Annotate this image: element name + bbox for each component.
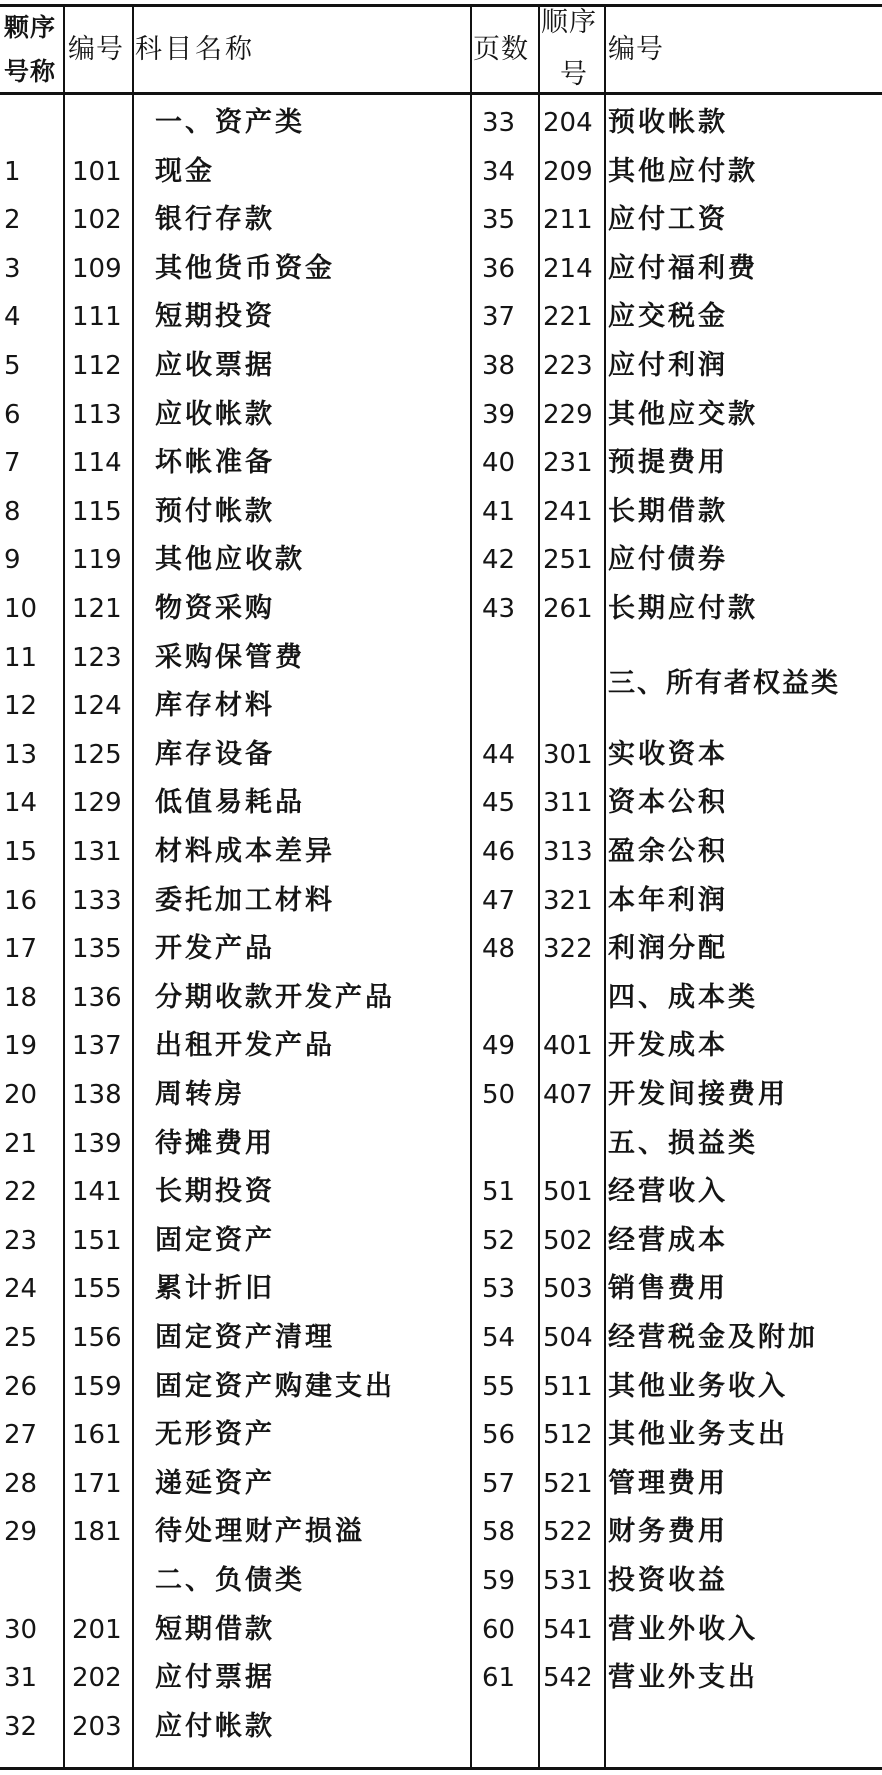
right-code-cell: 313: [543, 837, 593, 867]
left-code-cell: 141: [72, 1177, 122, 1207]
left-code-cell: 202: [72, 1663, 122, 1693]
left-seq-cell: 7: [4, 448, 21, 478]
left-seq-cell: 1: [4, 157, 21, 187]
left-seq-cell: 25: [4, 1323, 38, 1353]
left-code-cell: 138: [72, 1080, 122, 1110]
left-code-cell: 133: [72, 886, 122, 916]
left-seq-cell: 3: [4, 254, 21, 284]
right-name-cell: 其他应付款: [608, 156, 758, 187]
right-name-cell: 投资收益: [608, 1565, 728, 1596]
header-pages: 页数: [473, 34, 529, 65]
left-seq-cell: 24: [4, 1274, 38, 1304]
left-name-cell: 递延资产: [155, 1468, 275, 1499]
right-code-cell: 209: [543, 157, 593, 187]
left-code-cell: 135: [72, 934, 122, 964]
left-seq-cell: 16: [4, 886, 38, 916]
left-name-cell: 分期收款开发产品: [155, 982, 395, 1013]
right-name-cell: 盈余公积: [608, 836, 728, 867]
right-code-cell: 401: [543, 1031, 593, 1061]
left-seq-cell: 6: [4, 400, 21, 430]
left-code-cell: 114: [72, 448, 122, 478]
right-code-cell: 522: [543, 1517, 593, 1547]
right-code-cell: 511: [543, 1372, 593, 1402]
left-name-cell: 待处理财产损溢: [155, 1516, 365, 1547]
right-seq-cell: 41: [482, 497, 516, 527]
left-code-cell: 101: [72, 157, 122, 187]
left-code-cell: 161: [72, 1420, 122, 1450]
right-seq-cell: 49: [482, 1031, 516, 1061]
right-seq-cell: 50: [482, 1080, 516, 1110]
header-account-name: 科目名称: [135, 34, 255, 65]
right-name-cell: 利润分配: [608, 933, 728, 964]
right-name-cell: 其他应交款: [608, 399, 758, 430]
header-code-right: 编号: [608, 34, 664, 65]
left-name-cell: 预付帐款: [155, 496, 275, 527]
right-name-cell: 应交税金: [608, 301, 728, 332]
right-name-cell: 应付工资: [608, 204, 728, 235]
right-seq-cell: 39: [482, 400, 516, 430]
right-name-cell: 预提费用: [608, 447, 728, 478]
left-code-cell: 109: [72, 254, 122, 284]
left-name-cell: 物资采购: [155, 593, 275, 624]
right-name-cell: 应付债券: [608, 544, 728, 575]
left-name-cell: 现金: [155, 156, 215, 187]
right-code-cell: 322: [543, 934, 593, 964]
right-seq-cell: 56: [482, 1420, 516, 1450]
right-code-cell: 502: [543, 1226, 593, 1256]
left-name-cell: 二、负债类: [155, 1565, 305, 1596]
left-name-cell: 长期投资: [155, 1176, 275, 1207]
left-seq-cell: 27: [4, 1420, 38, 1450]
right-seq-cell: 53: [482, 1274, 516, 1304]
left-seq-cell: 30: [4, 1615, 38, 1645]
right-code-cell: 204: [543, 108, 593, 138]
left-seq-cell: 13: [4, 740, 38, 770]
left-name-cell: 出租开发产品: [155, 1030, 335, 1061]
column-divider-1: [63, 4, 65, 1770]
left-name-cell: 应付票据: [155, 1662, 275, 1693]
right-seq-cell: 35: [482, 205, 516, 235]
left-name-cell: 库存设备: [155, 739, 275, 770]
right-code-cell: 214: [543, 254, 593, 284]
right-code-cell: 221: [543, 302, 593, 332]
column-divider-5: [604, 4, 606, 1770]
left-code-cell: 129: [72, 788, 122, 818]
left-seq-cell: 22: [4, 1177, 38, 1207]
right-seq-cell: 34: [482, 157, 516, 187]
right-code-cell: 241: [543, 497, 593, 527]
right-code-cell: 231: [543, 448, 593, 478]
left-seq-cell: 4: [4, 302, 21, 332]
right-code-cell: 311: [543, 788, 593, 818]
left-seq-cell: 18: [4, 983, 38, 1013]
left-name-cell: 其他应收款: [155, 544, 305, 575]
right-code-cell: 501: [543, 1177, 593, 1207]
left-code-cell: 156: [72, 1323, 122, 1353]
left-name-cell: 无形资产: [155, 1419, 275, 1450]
column-divider-3: [470, 4, 472, 1770]
left-code-cell: 139: [72, 1129, 122, 1159]
left-name-cell: 库存材料: [155, 690, 275, 721]
left-code-cell: 159: [72, 1372, 122, 1402]
column-divider-4: [538, 4, 540, 1770]
right-name-cell: 本年利润: [608, 885, 728, 916]
left-code-cell: 112: [72, 351, 122, 381]
right-seq-cell: 42: [482, 545, 516, 575]
left-code-cell: 111: [72, 302, 122, 332]
right-name-cell: 应付利润: [608, 350, 728, 381]
right-name-cell: 四、成本类: [608, 982, 758, 1013]
left-seq-cell: 31: [4, 1663, 38, 1693]
left-name-cell: 短期投资: [155, 301, 275, 332]
left-code-cell: 119: [72, 545, 122, 575]
right-code-cell: 407: [543, 1080, 593, 1110]
left-code-cell: 124: [72, 691, 122, 721]
left-code-cell: 201: [72, 1615, 122, 1645]
left-code-cell: 155: [72, 1274, 122, 1304]
right-code-cell: 211: [543, 205, 593, 235]
left-name-cell: 开发产品: [155, 933, 275, 964]
left-name-cell: 应付帐款: [155, 1711, 275, 1742]
header-order-line2: 号: [560, 59, 588, 90]
left-seq-cell: 8: [4, 497, 21, 527]
right-name-cell: 其他业务收入: [608, 1371, 788, 1402]
left-code-cell: 131: [72, 837, 122, 867]
header-seq-line1: 颗序: [4, 13, 57, 42]
left-name-cell: 固定资产购建支出: [155, 1371, 395, 1402]
right-seq-cell: 55: [482, 1372, 516, 1402]
right-name-cell: 五、损益类: [608, 1128, 758, 1159]
right-code-cell: 503: [543, 1274, 593, 1304]
right-name-cell: 开发成本: [608, 1030, 728, 1061]
right-seq-cell: 43: [482, 594, 516, 624]
right-seq-cell: 61: [482, 1663, 516, 1693]
right-seq-cell: 40: [482, 448, 516, 478]
right-code-cell: 521: [543, 1469, 593, 1499]
left-name-cell: 坏帐准备: [155, 447, 275, 478]
left-seq-cell: 29: [4, 1517, 38, 1547]
left-name-cell: 固定资产: [155, 1225, 275, 1256]
right-code-cell: 321: [543, 886, 593, 916]
right-seq-cell: 48: [482, 934, 516, 964]
left-name-cell: 周转房: [155, 1079, 245, 1110]
left-seq-cell: 9: [4, 545, 21, 575]
right-name-cell: 营业外支出: [608, 1662, 758, 1693]
right-seq-cell: 37: [482, 302, 516, 332]
right-name-cell: 资本公积: [608, 787, 728, 818]
equity-section-heading: 三、所有者权益类: [608, 668, 840, 699]
left-code-cell: 203: [72, 1712, 122, 1742]
right-name-cell: 经营税金及附加: [608, 1322, 818, 1353]
left-code-cell: 125: [72, 740, 122, 770]
left-seq-cell: 21: [4, 1129, 38, 1159]
right-seq-cell: 57: [482, 1469, 516, 1499]
left-code-cell: 181: [72, 1517, 122, 1547]
right-seq-cell: 33: [482, 108, 516, 138]
right-seq-cell: 45: [482, 788, 516, 818]
left-code-cell: 102: [72, 205, 122, 235]
right-code-cell: 261: [543, 594, 593, 624]
left-seq-cell: 12: [4, 691, 38, 721]
left-seq-cell: 26: [4, 1372, 38, 1402]
right-seq-cell: 52: [482, 1226, 516, 1256]
left-code-cell: 113: [72, 400, 122, 430]
right-seq-cell: 47: [482, 886, 516, 916]
left-seq-cell: 23: [4, 1226, 38, 1256]
left-seq-cell: 2: [4, 205, 21, 235]
right-name-cell: 营业外收入: [608, 1614, 758, 1645]
left-code-cell: 136: [72, 983, 122, 1013]
right-name-cell: 经营收入: [608, 1176, 728, 1207]
right-name-cell: 长期应付款: [608, 593, 758, 624]
header-seq-line2: 号称: [4, 57, 57, 86]
left-seq-cell: 20: [4, 1080, 38, 1110]
right-seq-cell: 59: [482, 1566, 516, 1596]
right-seq-cell: 44: [482, 740, 516, 770]
left-seq-cell: 10: [4, 594, 38, 624]
right-seq-cell: 58: [482, 1517, 516, 1547]
left-code-cell: 171: [72, 1469, 122, 1499]
left-name-cell: 固定资产清理: [155, 1322, 335, 1353]
left-code-cell: 123: [72, 643, 122, 673]
left-name-cell: 其他货币资金: [155, 253, 335, 284]
left-name-cell: 应收票据: [155, 350, 275, 381]
right-seq-cell: 36: [482, 254, 516, 284]
right-seq-cell: 46: [482, 837, 516, 867]
right-name-cell: 应付福利费: [608, 253, 758, 284]
right-seq-cell: 60: [482, 1615, 516, 1645]
left-name-cell: 委托加工材料: [155, 885, 335, 916]
left-name-cell: 累计折旧: [155, 1273, 275, 1304]
left-name-cell: 低值易耗品: [155, 787, 305, 818]
left-name-cell: 银行存款: [155, 204, 275, 235]
right-name-cell: 实收资本: [608, 739, 728, 770]
left-name-cell: 材料成本差异: [155, 836, 335, 867]
left-seq-cell: 17: [4, 934, 38, 964]
left-seq-cell: 5: [4, 351, 21, 381]
left-name-cell: 应收帐款: [155, 399, 275, 430]
left-name-cell: 一、资产类: [155, 107, 305, 138]
right-code-cell: 541: [543, 1615, 593, 1645]
right-name-cell: 管理费用: [608, 1468, 728, 1499]
left-seq-cell: 32: [4, 1712, 38, 1742]
right-name-cell: 预收帐款: [608, 107, 728, 138]
right-name-cell: 开发间接费用: [608, 1079, 788, 1110]
right-name-cell: 经营成本: [608, 1225, 728, 1256]
left-name-cell: 待摊费用: [155, 1128, 275, 1159]
right-code-cell: 542: [543, 1663, 593, 1693]
left-seq-cell: 28: [4, 1469, 38, 1499]
right-code-cell: 301: [543, 740, 593, 770]
right-code-cell: 223: [543, 351, 593, 381]
right-code-cell: 229: [543, 400, 593, 430]
left-name-cell: 采购保管费: [155, 642, 305, 673]
header-code: 编号: [68, 34, 124, 65]
right-name-cell: 财务费用: [608, 1516, 728, 1547]
right-seq-cell: 51: [482, 1177, 516, 1207]
left-code-cell: 151: [72, 1226, 122, 1256]
right-seq-cell: 38: [482, 351, 516, 381]
column-divider-2: [132, 4, 134, 1770]
right-seq-cell: 54: [482, 1323, 516, 1353]
left-seq-cell: 19: [4, 1031, 38, 1061]
left-seq-cell: 14: [4, 788, 38, 818]
right-code-cell: 504: [543, 1323, 593, 1353]
left-seq-cell: 15: [4, 837, 38, 867]
left-code-cell: 121: [72, 594, 122, 624]
right-code-cell: 531: [543, 1566, 593, 1596]
right-name-cell: 销售费用: [608, 1273, 728, 1304]
right-name-cell: 其他业务支出: [608, 1419, 788, 1450]
left-name-cell: 短期借款: [155, 1614, 275, 1645]
left-seq-cell: 11: [4, 643, 38, 673]
header-order-line1: 顺序: [541, 7, 597, 38]
right-code-cell: 512: [543, 1420, 593, 1450]
left-code-cell: 137: [72, 1031, 122, 1061]
right-name-cell: 长期借款: [608, 496, 728, 527]
left-code-cell: 115: [72, 497, 122, 527]
right-code-cell: 251: [543, 545, 593, 575]
